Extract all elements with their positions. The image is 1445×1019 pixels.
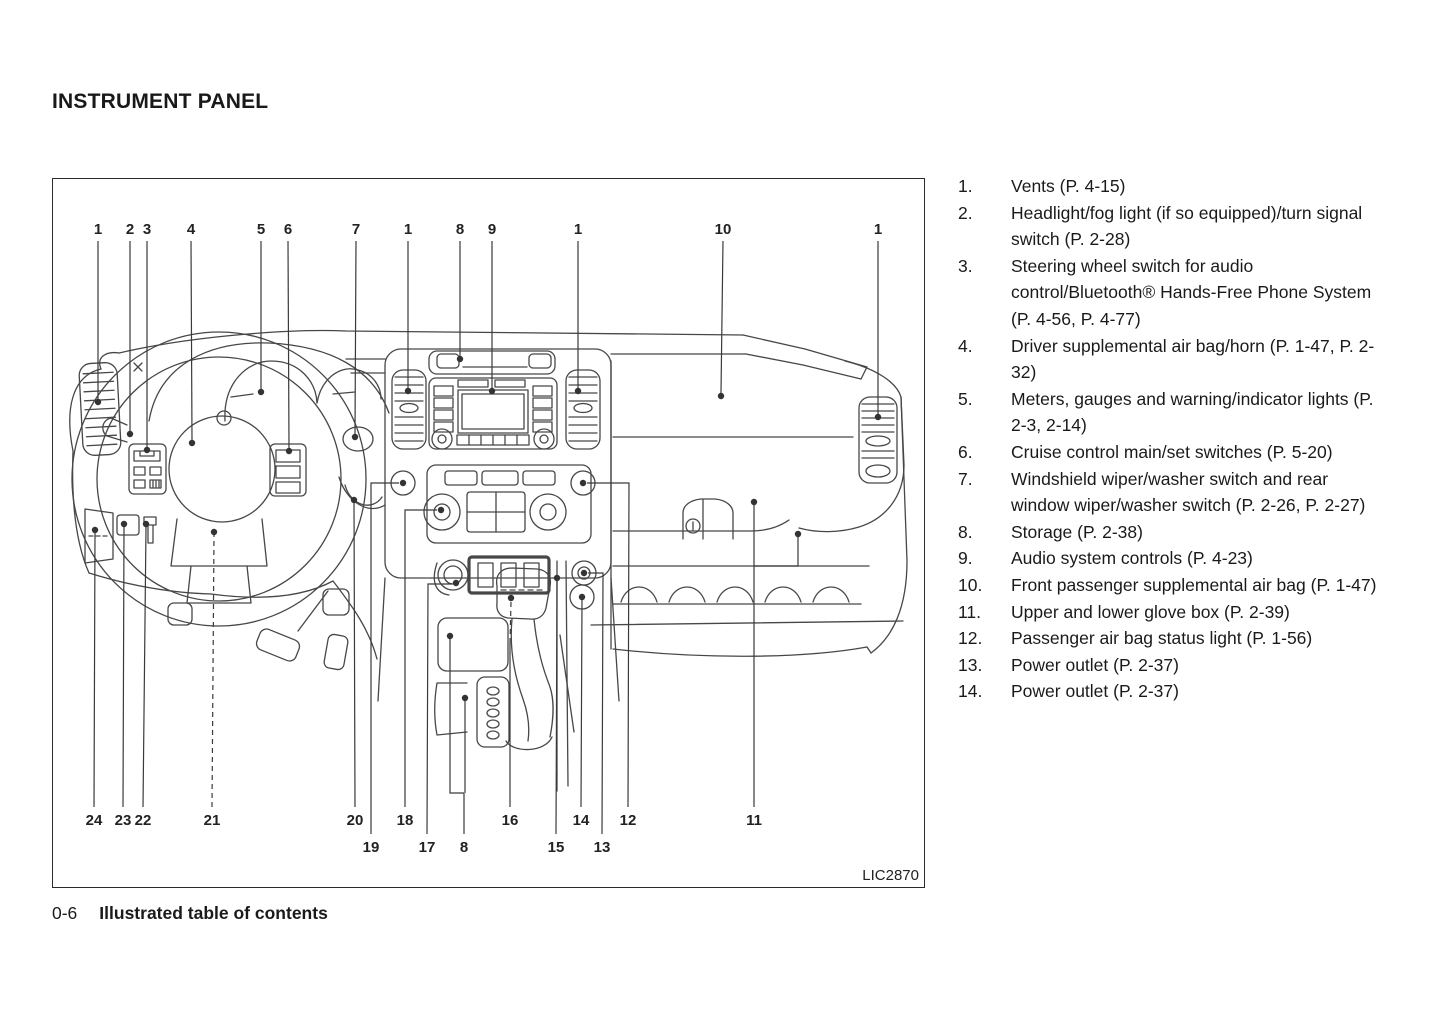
legend-item-text: Power outlet (P. 2-37) (1011, 681, 1179, 702)
legend-item-number: 13. (958, 654, 983, 675)
callout-number-14: 14 (572, 812, 590, 829)
legend-item-number: 2. (958, 202, 973, 223)
legend-item-2 (958, 200, 1394, 253)
callout-dot-2 (127, 431, 133, 437)
legend-item-8 (958, 519, 1394, 546)
legend-item-number: 7. (958, 468, 973, 489)
dashboard-artwork (53, 179, 924, 887)
callout-number-23: 23 (114, 812, 132, 829)
callout-number-22: 22 (134, 812, 152, 829)
page-title: INSTRUMENT PANEL (52, 90, 269, 113)
leader-line-18 (405, 510, 437, 807)
legend-item-number: 6. (958, 441, 973, 462)
callout-layer (86, 221, 883, 856)
callout-number-1: 1 (573, 221, 583, 238)
callout-dot-14 (579, 594, 585, 600)
callout-dot-11 (795, 531, 801, 537)
callout-number-12: 12 (619, 812, 637, 829)
callout-number-9: 9 (487, 221, 497, 238)
callout-dot-23 (121, 521, 127, 527)
leader-line-11 (754, 537, 798, 566)
callout-number-16: 16 (501, 812, 519, 829)
callout-number-19: 19 (362, 839, 380, 856)
leader-line-21 (212, 535, 214, 807)
legend-item-text: Passenger air bag status light (P. 1-56) (1011, 628, 1313, 649)
legend-item-7 (958, 466, 1394, 519)
callout-dot-11 (751, 499, 757, 505)
legend-item-10 (958, 572, 1394, 599)
callout-dot-9 (489, 388, 495, 394)
legend-item-11 (958, 599, 1394, 626)
legend-item-text: Driver supplemental air bag/horn (P. 1-47, P. 2-32) (1011, 335, 1375, 383)
callout-number-2: 2 (125, 221, 135, 238)
callout-number-3: 3 (142, 221, 152, 238)
callout-dot-8 (457, 356, 463, 362)
callout-number-20: 20 (346, 812, 364, 829)
page-footer (52, 903, 328, 924)
legend-item-6 (958, 439, 1394, 466)
callout-number-8: 8 (455, 221, 465, 238)
legend-item-number: 10. (958, 574, 983, 595)
callout-dot-1 (875, 414, 881, 420)
legend-item-3 (958, 253, 1394, 333)
leader-line-15 (556, 581, 557, 834)
legend-item-text: Vents (P. 4-15) (1011, 176, 1126, 196)
callout-dot-1 (95, 399, 101, 405)
legend-item-number: 11. (958, 601, 982, 622)
legend-item-text: Steering wheel switch for audio control/Bluetooth® Hands-Free Phone System (P. 4-56, P. 4-77) (1011, 255, 1372, 329)
callout-dot-17 (453, 580, 459, 586)
callout-dot-19 (400, 480, 406, 486)
callout-number-7: 7 (351, 221, 361, 238)
leader-line-10 (721, 241, 723, 393)
callout-dot-24 (92, 527, 98, 533)
callout-dot-8 (447, 633, 453, 639)
legend-item-text: Headlight/fog light (if so equipped)/turn signal switch (P. 2-28) (1011, 202, 1363, 250)
callout-dot-22 (143, 521, 149, 527)
leader-line-6 (288, 241, 289, 448)
callout-number-21: 21 (203, 812, 221, 829)
callout-dot-12 (580, 480, 586, 486)
callout-number-17: 17 (418, 839, 436, 856)
leader-line-8 (450, 639, 464, 793)
figure-code: LIC2870 (862, 867, 919, 884)
leader-line-14 (581, 600, 582, 807)
callout-dot-18 (438, 507, 444, 513)
callout-number-10: 10 (714, 221, 732, 238)
legend-item-5 (958, 386, 1394, 439)
instrument-panel-figure (52, 178, 925, 888)
leader-line-13 (588, 573, 603, 834)
callout-number-24: 24 (85, 812, 103, 829)
legend-item-text: Windshield wiper/washer switch and rear window wiper/washer switch (P. 2-26, P. 2-27) (1011, 468, 1366, 516)
legend-item-text: Storage (P. 2-38) (1011, 521, 1143, 542)
callout-dot-6 (286, 448, 292, 454)
legend-item-number: 3. (958, 255, 973, 276)
callout-dot-7 (352, 434, 358, 440)
leader-line-20 (354, 503, 355, 807)
callout-dot-20 (351, 497, 357, 503)
callout-number-5: 5 (256, 221, 266, 238)
callout-dot-4 (189, 440, 195, 446)
legend-item-4 (958, 333, 1394, 386)
legend-item-number: 9. (958, 548, 973, 569)
legend-item-text: Upper and lower glove box (P. 2-39) (1011, 601, 1290, 622)
legend-item-number: 4. (958, 335, 973, 356)
leader-line-23 (123, 527, 124, 807)
legend-item-number: 1. (958, 176, 973, 196)
callout-dot-15 (554, 575, 560, 581)
callout-number-15: 15 (547, 839, 565, 856)
legend-item-number: 5. (958, 388, 973, 409)
legend-item-14 (958, 678, 1394, 705)
legend-item-number: 12. (958, 628, 983, 649)
callout-number-11: 11 (746, 812, 762, 829)
legend-item-13 (958, 652, 1394, 679)
callout-dot-3 (144, 447, 150, 453)
callout-number-4: 4 (186, 221, 196, 238)
legend-list (958, 173, 1394, 705)
callout-number-1: 1 (93, 221, 103, 238)
dashboard-lines (70, 331, 907, 791)
legend-item-text: Meters, gauges and warning/indicator lights (P. 2-3, 2-14) (1011, 388, 1374, 436)
footer-section-title: Illustrated table of contents (99, 903, 328, 923)
callout-dot-5 (258, 389, 264, 395)
callout-number-13: 13 (593, 839, 611, 856)
legend-item-number: 14. (958, 681, 983, 702)
callout-number-8: 8 (459, 839, 469, 856)
legend-item-12 (958, 625, 1394, 652)
legend-item-number: 8. (958, 521, 973, 542)
callout-dot-13 (581, 570, 587, 576)
legend-item-9 (958, 545, 1394, 572)
callout-dot-8 (462, 695, 468, 701)
callout-dot-1 (405, 388, 411, 394)
leader-line-7 (355, 241, 356, 434)
legend-item-1 (958, 173, 1394, 200)
callout-dot-10 (718, 393, 724, 399)
leader-line-22 (143, 527, 146, 807)
callout-number-18: 18 (396, 812, 414, 829)
callout-number-6: 6 (283, 221, 293, 238)
leader-line-4 (191, 241, 192, 440)
callout-dot-21 (211, 529, 217, 535)
legend-item-text: Cruise control main/set switches (P. 5-20) (1011, 441, 1333, 462)
callout-number-1: 1 (403, 221, 413, 238)
callout-dot-1 (575, 388, 581, 394)
footer-page-number: 0-6 (52, 903, 78, 923)
legend-item-text: Power outlet (P. 2-37) (1011, 654, 1179, 675)
legend-item-text: Front passenger supplemental air bag (P. 1-47) (1011, 574, 1377, 595)
legend-item-text: Audio system controls (P. 4-23) (1011, 548, 1253, 569)
callout-number-1: 1 (873, 221, 883, 238)
callout-dot-16 (508, 595, 514, 601)
